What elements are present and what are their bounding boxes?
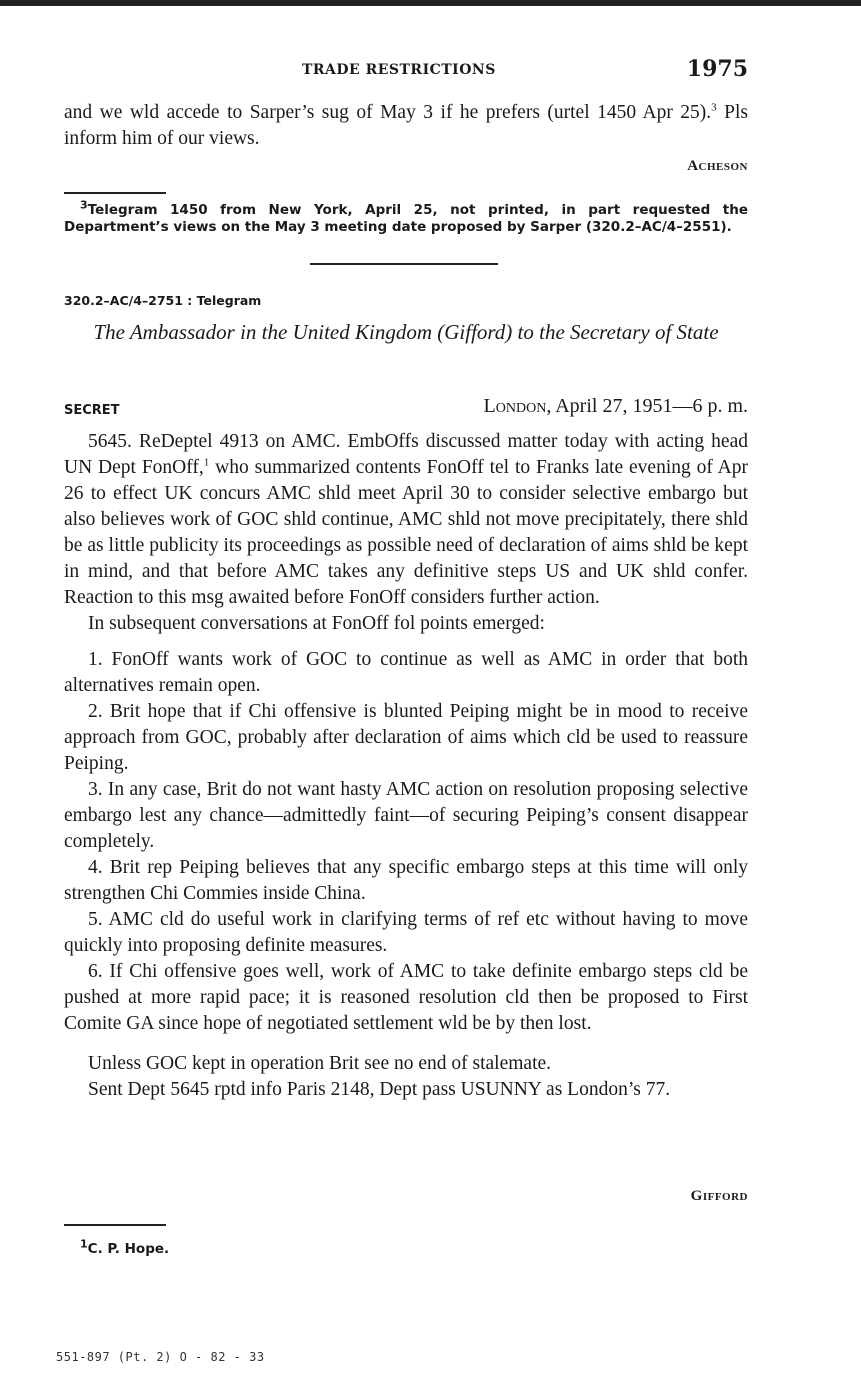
previous-document-closing — [64, 100, 748, 152]
footnote-1: $^1$C. P. Hope. — [80, 1237, 170, 1257]
telegram-body — [64, 429, 748, 1103]
document-heading: The Ambassador in the United Kingdom (Gifford) to the Secretary of State — [93, 320, 719, 344]
signature-gifford: Gifford — [690, 1188, 748, 1204]
paragraph-2: In subsequent conversations at FonOff fol points emerged: — [88, 613, 545, 634]
dateline-date: , April 27, 1951—6 p. m. — [546, 395, 748, 417]
paragraph-1: 5645. ReDeptel 4913 on AMC. EmbOffs discussed matter today with acting head UN Dept FonOff,$^1$ who summarized contents FonOff tel to Franks late evening of Apr 26 to effect UK concurs AMC shld meet April 30 to consider selective embargo but also believes work of GOC shld continue, AMC shld not move precipitately, there shld be as little publicity its proceedings as possible need of declaration of aims shld be kept in mind, and that before AMC takes any definitive steps US and UK shld confer. Reaction to this msg awaited before FonOff considers further action. — [64, 431, 748, 608]
list-item: 6. If Chi offensive goes well, work of AMC to take definite embargo steps cld be pushed at more rapid pace; it is reasoned resolution cld then be proposed to First Comite GA since hope of negotiated settlement wld be by then lost. — [64, 961, 748, 1034]
classification: SECRET — [64, 403, 120, 418]
paragraph-3: Unless GOC kept in operation Brit see no end of stalemate. — [88, 1053, 552, 1074]
footnote-ref-3: 3 — [711, 101, 717, 114]
list-item: 5. AMC cld do useful work in clarifying terms of ref etc without having to move quickly into proposing definite measures. — [64, 909, 748, 956]
section-divider — [310, 263, 498, 265]
footnote-ref-1: 1 — [203, 456, 210, 469]
list-item: 1. FonOff wants work of GOC to continue as well as AMC in order that both alternatives remain open. — [64, 649, 748, 696]
points-list — [64, 647, 748, 1037]
footnote-3: $^3$Telegram 1450 from New York, April 25, not printed, in part requested the Department’s views on the May 3 meeting date proposed by Sarper (320.2–AC/4–2551). — [64, 198, 748, 235]
page-top-edge — [0, 0, 861, 6]
print-code: 551-897 (Pt. 2) O - 82 - 33 — [56, 1350, 265, 1364]
page-number: 1975 — [686, 56, 748, 82]
list-item: 4. Brit rep Peiping believes that any specific embargo steps at this time will only strengthen Chi Commies inside China. — [64, 857, 748, 904]
signature-acheson: Acheson — [687, 158, 748, 174]
file-reference: 320.2–AC/4–2751 : Telegram — [64, 293, 262, 308]
running-title: TRADE RESTRICTIONS — [302, 62, 496, 78]
footnote-rule — [64, 1224, 166, 1226]
dateline — [484, 395, 748, 418]
footnote-rule — [64, 192, 166, 194]
closing-paragraph: and we wld accede to Sarper’s sug of May 3 if he prefers (urtel 1450 Apr 25).$^3$ Pls inform him of our views. — [64, 101, 748, 149]
paragraph-4: Sent Dept 5645 rptd info Paris 2148, Dept pass USUNNY as London’s 77. — [88, 1079, 671, 1100]
page-header — [64, 56, 748, 86]
dateline-place: London — [483, 395, 547, 417]
list-item: 3. In any case, Brit do not want hasty AMC action on resolution proposing selective embargo lest any chance—admittedly faint—of securing Peiping’s consent disappear completely. — [64, 779, 748, 852]
list-item: 2. Brit hope that if Chi offensive is blunted Peiping might be in mood to receive approach from GOC, probably after declaration of aims which cld be used to reassure Peiping. — [64, 701, 748, 774]
